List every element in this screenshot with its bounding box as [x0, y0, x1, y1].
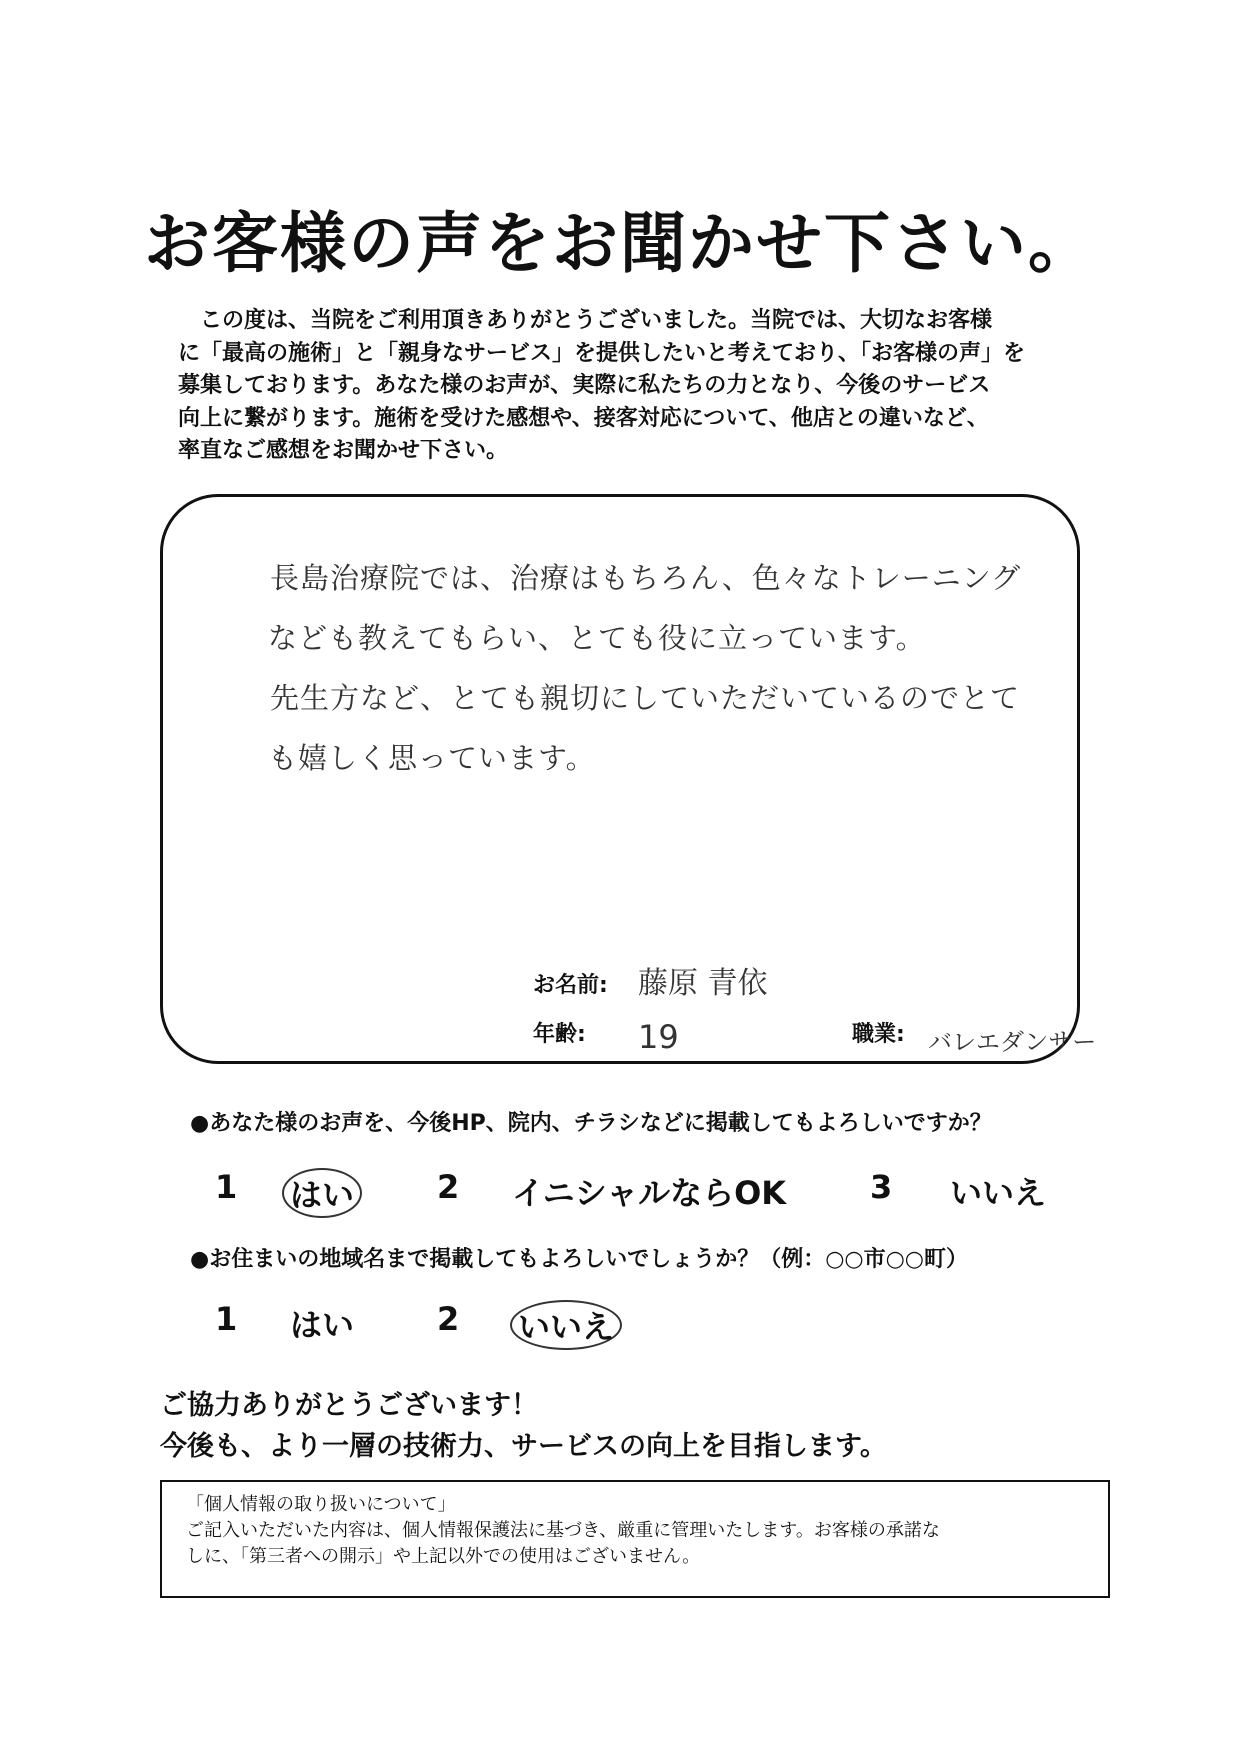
thanks-line: 今後も、より一層の技術力、サービスの向上を目指します。 [160, 1431, 887, 1462]
question-region: ●お住まいの地域名まで掲載してもよろしいでしょうか？（例：○○市○○町） [190, 1247, 968, 1272]
q1-option-2-number: 2 [437, 1168, 460, 1206]
occupation-value: バレエダンサー [928, 1028, 1097, 1056]
q2-option-1-number: 1 [215, 1300, 238, 1338]
q2-option-no[interactable]: いいえ [510, 1300, 622, 1350]
intro-line: 募集しております。あなた様のお声が、実際に私たちの力となり、今後のサービス [178, 373, 991, 398]
privacy-line: ご記入いただいた内容は、個人情報保護法に基づき、厳重に管理いたします。お客様の承諾な [186, 1520, 940, 1541]
age-value: 19 [638, 1018, 679, 1056]
name-label: お名前: [533, 973, 608, 998]
q1-option-initials[interactable]: イニシャルならOK [512, 1174, 787, 1212]
intro-line: に「最高の施術」と「親身なサービス」を提供したいと考えており、「お客様の声」を [178, 340, 1026, 366]
page-title: お客様の声をお聞かせ下さい。 [144, 205, 1096, 282]
intro-line: この度は、当院をご利用頂きありがとうございました。当院では、大切なお客様 [200, 308, 993, 333]
intro-line: 率直なご感想をお聞かせ下さい。 [178, 438, 509, 463]
privacy-line: しに、「第三者への開示」や上記以外での使用はございません。 [186, 1546, 701, 1567]
name-value: 藤原 青依 [638, 966, 768, 1001]
question-publish: ●あなた様のお声を、今後HP、院内、チラシなどに掲載してもよろしいですか？ [190, 1111, 992, 1136]
q2-option-yes[interactable]: はい [290, 1306, 355, 1344]
handwritten-comment [270, 548, 1021, 788]
privacy-notice [160, 1480, 1110, 1598]
privacy-heading: 「個人情報の取り扱いについて」 [186, 1494, 456, 1515]
thanks-line: ご協力ありがとうございます！ [160, 1390, 538, 1421]
intro-text [178, 305, 1078, 468]
age-label: 年齢: [533, 1022, 586, 1047]
comment-line: も嬉しく思っています。 [268, 741, 596, 775]
q1-option-1-number: 1 [215, 1168, 238, 1206]
q1-option-no[interactable]: いいえ [950, 1174, 1047, 1212]
q1-option-3-number: 3 [870, 1168, 893, 1206]
intro-line: 向上に繋がります。施術を受けた感想や、接客対応について、他店との違いなど、 [178, 405, 989, 431]
q1-option-yes[interactable]: はい [282, 1168, 362, 1218]
q2-options [0, 1300, 1240, 1344]
occupation-label: 職業: [852, 1022, 905, 1047]
q1-options [0, 1168, 1240, 1212]
comment-line: 先生方など、とても親切にしていただいているのでとて [270, 681, 1021, 715]
q2-option-2-number: 2 [437, 1300, 460, 1338]
comment-line: 長島治療院では、治療はもちろん、色々なトレーニング [270, 561, 1022, 595]
comment-line: なども教えてもらい、とても役に立っています。 [268, 621, 926, 655]
